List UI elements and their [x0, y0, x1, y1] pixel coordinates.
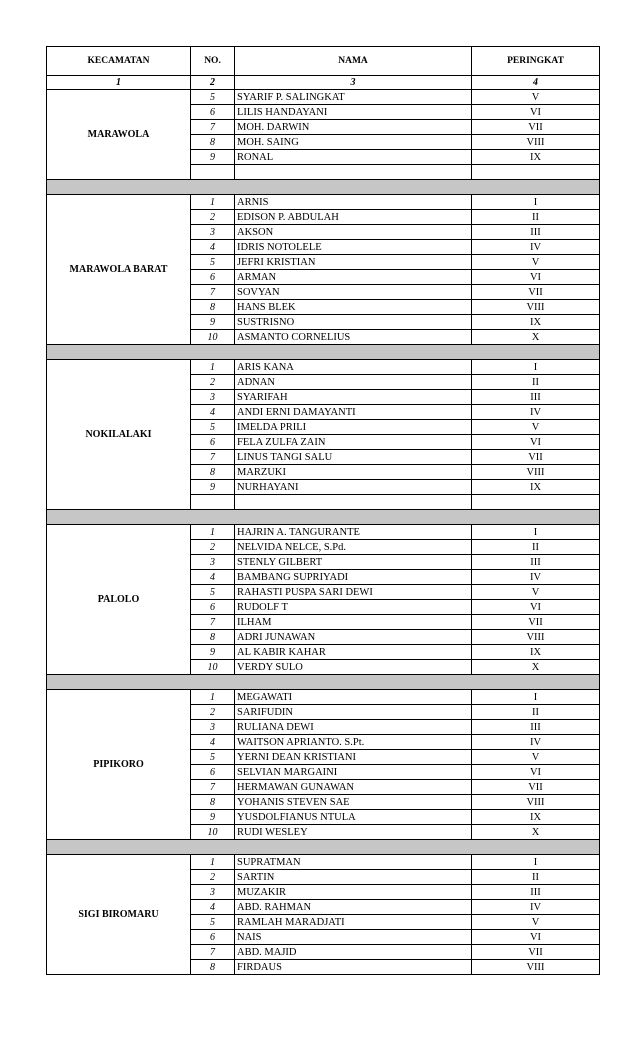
number-cell: 6 — [191, 270, 235, 285]
name-cell: ARMAN — [235, 270, 472, 285]
name-cell: ABD. RAHMAN — [235, 900, 472, 915]
rank-cell: VII — [472, 450, 600, 465]
number-cell: 8 — [191, 465, 235, 480]
number-cell: 4 — [191, 240, 235, 255]
name-cell: RUDOLF T — [235, 600, 472, 615]
name-cell — [235, 495, 472, 510]
name-cell: EDISON P. ABDULAH — [235, 210, 472, 225]
header-no: NO. — [191, 47, 235, 76]
number-cell: 9 — [191, 315, 235, 330]
group-separator — [47, 675, 600, 690]
rank-cell: IX — [472, 645, 600, 660]
number-cell: 6 — [191, 105, 235, 120]
kecamatan-cell: PIPIKORO — [47, 690, 191, 840]
number-cell: 6 — [191, 930, 235, 945]
rank-cell: II — [472, 375, 600, 390]
rank-cell: II — [472, 705, 600, 720]
number-cell: 8 — [191, 630, 235, 645]
number-cell: 9 — [191, 480, 235, 495]
rank-cell: IV — [472, 405, 600, 420]
name-cell: IDRIS NOTOLELE — [235, 240, 472, 255]
kecamatan-cell: PALOLO — [47, 525, 191, 675]
rank-cell: II — [472, 870, 600, 885]
rank-cell: VIII — [472, 795, 600, 810]
rank-cell: III — [472, 225, 600, 240]
name-cell: YERNI DEAN KRISTIANI — [235, 750, 472, 765]
rank-cell: III — [472, 390, 600, 405]
name-cell: AKSON — [235, 225, 472, 240]
rank-cell: V — [472, 255, 600, 270]
column-number: 3 — [235, 76, 472, 90]
name-cell: HAJRIN A. TANGURANTE — [235, 525, 472, 540]
rank-cell: X — [472, 330, 600, 345]
table-row — [47, 90, 600, 105]
number-cell: 7 — [191, 780, 235, 795]
name-cell: SELVIAN MARGAINI — [235, 765, 472, 780]
header-nama: NAMA — [235, 47, 472, 76]
number-cell: 7 — [191, 120, 235, 135]
table-body — [47, 90, 600, 975]
name-cell: RAMLAH MARADJATI — [235, 915, 472, 930]
name-cell: LILIS HANDAYANI — [235, 105, 472, 120]
number-cell: 5 — [191, 750, 235, 765]
separator-cell — [47, 510, 600, 525]
rank-cell: VII — [472, 285, 600, 300]
rank-cell: V — [472, 915, 600, 930]
number-cell: 4 — [191, 735, 235, 750]
table-row — [47, 690, 600, 705]
number-cell: 8 — [191, 795, 235, 810]
number-cell: 6 — [191, 600, 235, 615]
column-number: 2 — [191, 76, 235, 90]
kecamatan-cell: SIGI BIROMARU — [47, 855, 191, 975]
column-number-row — [47, 76, 600, 90]
rank-cell: V — [472, 750, 600, 765]
name-cell: ADRI JUNAWAN — [235, 630, 472, 645]
number-cell: 6 — [191, 765, 235, 780]
name-cell: WAITSON APRIANTO. S.Pt. — [235, 735, 472, 750]
name-cell: ASMANTO CORNELIUS — [235, 330, 472, 345]
rank-cell: V — [472, 90, 600, 105]
rank-cell: VIII — [472, 465, 600, 480]
name-cell: ILHAM — [235, 615, 472, 630]
rank-cell: IX — [472, 480, 600, 495]
rank-cell: VIII — [472, 630, 600, 645]
separator-cell — [47, 675, 600, 690]
rank-cell: I — [472, 855, 600, 870]
rank-cell: VI — [472, 435, 600, 450]
name-cell: NAIS — [235, 930, 472, 945]
number-cell: 8 — [191, 300, 235, 315]
number-cell: 10 — [191, 825, 235, 840]
rank-cell: VIII — [472, 135, 600, 150]
kecamatan-cell: MARAWOLA — [47, 90, 191, 180]
rank-cell: IV — [472, 570, 600, 585]
header-kecamatan: KECAMATAN — [47, 47, 191, 76]
name-cell: FELA ZULFA ZAIN — [235, 435, 472, 450]
separator-cell — [47, 840, 600, 855]
name-cell: ADNAN — [235, 375, 472, 390]
rank-cell: X — [472, 825, 600, 840]
rank-cell: VII — [472, 945, 600, 960]
number-cell: 2 — [191, 210, 235, 225]
number-cell: 7 — [191, 450, 235, 465]
name-cell: ARNIS — [235, 195, 472, 210]
number-cell: 3 — [191, 885, 235, 900]
rank-cell: V — [472, 420, 600, 435]
name-cell: ABD. MAJID — [235, 945, 472, 960]
rank-cell: IX — [472, 315, 600, 330]
rank-cell: V — [472, 585, 600, 600]
name-cell: JEFRI KRISTIAN — [235, 255, 472, 270]
number-cell — [191, 165, 235, 180]
number-cell: 9 — [191, 810, 235, 825]
number-cell: 5 — [191, 915, 235, 930]
name-cell: RULIANA DEWI — [235, 720, 472, 735]
name-cell: MOH. SAING — [235, 135, 472, 150]
rank-cell: I — [472, 360, 600, 375]
ranking-table — [46, 46, 600, 975]
name-cell: FIRDAUS — [235, 960, 472, 975]
number-cell: 1 — [191, 525, 235, 540]
name-cell: MARZUKI — [235, 465, 472, 480]
header-row — [47, 47, 600, 76]
number-cell: 6 — [191, 435, 235, 450]
number-cell: 4 — [191, 900, 235, 915]
name-cell: RONAL — [235, 150, 472, 165]
name-cell: YUSDOLFIANUS NTULA — [235, 810, 472, 825]
number-cell: 1 — [191, 855, 235, 870]
number-cell: 2 — [191, 870, 235, 885]
name-cell: NELVIDA NELCE, S.Pd. — [235, 540, 472, 555]
rank-cell: VI — [472, 270, 600, 285]
rank-cell: II — [472, 210, 600, 225]
rank-cell: I — [472, 690, 600, 705]
number-cell: 9 — [191, 645, 235, 660]
rank-cell: VIII — [472, 300, 600, 315]
rank-cell: VII — [472, 120, 600, 135]
rank-cell: VI — [472, 930, 600, 945]
number-cell: 1 — [191, 690, 235, 705]
number-cell: 4 — [191, 405, 235, 420]
table-row — [47, 195, 600, 210]
table-row — [47, 855, 600, 870]
name-cell: SARIFUDIN — [235, 705, 472, 720]
column-number: 4 — [472, 76, 600, 90]
rank-cell: III — [472, 885, 600, 900]
name-cell: ANDI ERNI DAMAYANTI — [235, 405, 472, 420]
name-cell: SARTIN — [235, 870, 472, 885]
kecamatan-cell: MARAWOLA BARAT — [47, 195, 191, 345]
number-cell: 1 — [191, 360, 235, 375]
number-cell: 10 — [191, 330, 235, 345]
rank-cell: IX — [472, 150, 600, 165]
rank-cell: VI — [472, 600, 600, 615]
separator-cell — [47, 345, 600, 360]
rank-cell — [472, 165, 600, 180]
name-cell: ARIS KANA — [235, 360, 472, 375]
number-cell: 5 — [191, 420, 235, 435]
column-number: 1 — [47, 76, 191, 90]
kecamatan-cell: NOKILALAKI — [47, 360, 191, 510]
rank-cell: II — [472, 540, 600, 555]
name-cell: RAHASTI PUSPA SARI DEWI — [235, 585, 472, 600]
rank-cell: VI — [472, 765, 600, 780]
name-cell: MOH. DARWIN — [235, 120, 472, 135]
number-cell: 9 — [191, 150, 235, 165]
name-cell — [235, 165, 472, 180]
name-cell: SOVYAN — [235, 285, 472, 300]
number-cell: 5 — [191, 255, 235, 270]
number-cell: 2 — [191, 705, 235, 720]
number-cell: 7 — [191, 945, 235, 960]
rank-cell: VII — [472, 780, 600, 795]
name-cell: VERDY SULO — [235, 660, 472, 675]
name-cell: SUPRATMAN — [235, 855, 472, 870]
name-cell: SYARIFAH — [235, 390, 472, 405]
number-cell: 5 — [191, 585, 235, 600]
rank-cell: IV — [472, 240, 600, 255]
rank-cell — [472, 495, 600, 510]
name-cell: HERMAWAN GUNAWAN — [235, 780, 472, 795]
group-separator — [47, 840, 600, 855]
rank-cell: I — [472, 195, 600, 210]
group-separator — [47, 510, 600, 525]
number-cell: 1 — [191, 195, 235, 210]
name-cell: SYARIF P. SALINGKAT — [235, 90, 472, 105]
number-cell: 3 — [191, 720, 235, 735]
number-cell: 2 — [191, 540, 235, 555]
rank-cell: X — [472, 660, 600, 675]
name-cell: NURHAYANI — [235, 480, 472, 495]
number-cell: 8 — [191, 960, 235, 975]
name-cell: AL KABIR KAHAR — [235, 645, 472, 660]
name-cell: SUSTRISNO — [235, 315, 472, 330]
header-peringkat: PERINGKAT — [472, 47, 600, 76]
group-separator — [47, 180, 600, 195]
number-cell: 3 — [191, 225, 235, 240]
rank-cell: VIII — [472, 960, 600, 975]
name-cell: IMELDA PRILI — [235, 420, 472, 435]
rank-cell: III — [472, 555, 600, 570]
name-cell: BAMBANG SUPRIYADI — [235, 570, 472, 585]
rank-cell: IX — [472, 810, 600, 825]
number-cell — [191, 495, 235, 510]
rank-cell: I — [472, 525, 600, 540]
number-cell: 3 — [191, 555, 235, 570]
number-cell: 3 — [191, 390, 235, 405]
table-row — [47, 360, 600, 375]
name-cell: YOHANIS STEVEN SAE — [235, 795, 472, 810]
number-cell: 10 — [191, 660, 235, 675]
rank-cell: VI — [472, 105, 600, 120]
name-cell: HANS BLEK — [235, 300, 472, 315]
number-cell: 4 — [191, 570, 235, 585]
number-cell: 2 — [191, 375, 235, 390]
name-cell: LINUS TANGI SALU — [235, 450, 472, 465]
name-cell: MEGAWATI — [235, 690, 472, 705]
separator-cell — [47, 180, 600, 195]
number-cell: 7 — [191, 615, 235, 630]
name-cell: RUDI WESLEY — [235, 825, 472, 840]
rank-cell: III — [472, 720, 600, 735]
group-separator — [47, 345, 600, 360]
number-cell: 7 — [191, 285, 235, 300]
table-row — [47, 525, 600, 540]
rank-cell: IV — [472, 900, 600, 915]
rank-cell: VII — [472, 615, 600, 630]
number-cell: 8 — [191, 135, 235, 150]
rank-cell: IV — [472, 735, 600, 750]
name-cell: MUZAKIR — [235, 885, 472, 900]
number-cell: 5 — [191, 90, 235, 105]
name-cell: STENLY GILBERT — [235, 555, 472, 570]
